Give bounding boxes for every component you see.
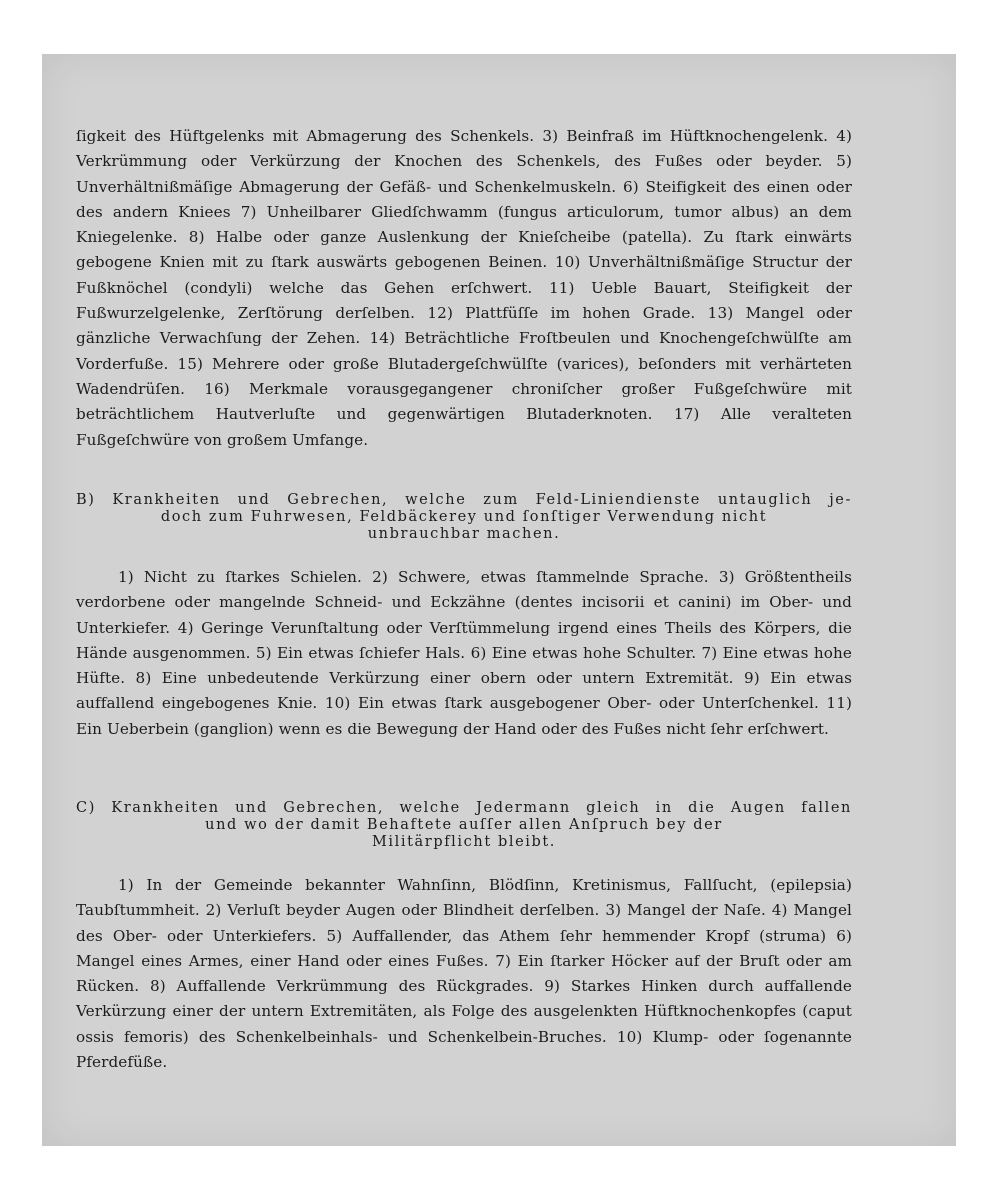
section-c-heading-line2: und wo der damit Behaftete auſſer allen Anſpruch bey der: [205, 817, 723, 833]
section-b-heading-line2: doch zum Fuhrwesen, Feldbäckerey und ſonſtiger Verwendung nicht: [160, 509, 768, 525]
section-b-text-block: [76, 565, 852, 742]
section-c-heading-line1: C) Krankheiten und Gebrechen, welche Jedermann gleich in die Augen fallen: [76, 800, 852, 816]
section-b-heading-line3: unbrauchbar machen.: [367, 526, 561, 542]
section-c-paragraph: 1) In der Gemeinde bekannter Wahnſinn, Blödſinn, Kretinismus, Fallſucht, (epilepsia) Taubſtummheit. 2) Verluſt beyder Augen oder Blindheit derſelben. 3) Mangel der Naſe. 4) Mangel des Ober- oder Unterkiefers. 5) Auffallender, das Athem ſehr hemmender Kropf (struma) 6) Mangel eines Armes, einer Hand oder eines Fußes. 7) Ein ſtarker Höcker auf der Bruſt oder am Rücken. 8) Auffallende Verkrümmung des Rückgrades. 9) Starkes Hinken durch auffallende Verkürzung einer der untern Extremitäten, als Folge des ausgelenkten Hüftknochenkopfes (caput ossis femoris) des Schenkelbeinhals- und Schenkelbein-Bruches. 10) Klump- oder ſogenannte Pferdefüße.: [76, 876, 852, 1072]
section-a-text-block: [76, 124, 852, 453]
section-a-paragraph: ſigkeit des Hüftgelenks mit Abmagerung des Schenkels. 3) Beinfraß im Hüftknochengelenk. 4) Verkrümmung oder Verkürzung der Knochen des Schenkels, des Fußes oder beyder. 5) Unverhältnißmäſige Abmagerung der Gefäß- und Schenkelmuskeln. 6) Steifigkeit des einen oder des andern Kniees 7) Unheilbarer Gliedſchwamm (fungus articulorum, tumor albus) an dem Kniegelenke. 8) Halbe oder ganze Auslenkung der Knieſcheibe (patella). Zu ſtark einwärts gebogene Knien mit zu ſtark auswärts gebogenen Beinen. 10) Unverhältnißmäſige Structur der Fußknöchel (condyli) welche das Gehen erſchwert. 11) Ueble Bauart, Steifigkeit der Fußwurzelgelenke, Zerſtörung derſelben. 12) Plattfüſſe im hohen Grade. 13) Mangel oder gänzliche Verwachſung der Zehen. 14) Beträchtliche Froſtbeulen und Knochengeſchwülſte am Vorderfuße. 15) Mehrere oder große Blutadergeſchwülſte (varices), beſonders mit verhärteten Wadendrüſen. 16) Merkmale vorausgegangener chroniſcher großer Fußgeſchwüre mit beträchtlichem Hautverluſte und gegenwärtigen Blutaderknoten. 17) Alle veralteten Fußgeſchwüre von großem Umfange.: [76, 127, 852, 449]
section-c-heading-line3: Militärpflicht bleibt.: [371, 834, 557, 850]
section-b-heading: [76, 492, 852, 543]
section-b-heading-line1: B) Krankheiten und Gebrechen, welche zum Feld-Liniendienste untauglich je-: [76, 492, 852, 508]
section-c-text-block: [76, 873, 852, 1075]
section-b-paragraph: 1) Nicht zu ſtarkes Schielen. 2) Schwere, etwas ſtammelnde Sprache. 3) Größtentheils verdorbene oder mangelnde Schneid- und Eckzähne (dentes incisorii et canini) im Ober- und Unterkiefer. 4) Geringe Verunſtaltung oder Verſtümmelung irgend eines Theils des Körpers, die Hände ausgenommen. 5) Ein etwas ſchiefer Hals. 6) Eine etwas hohe Schulter. 7) Eine etwas hohe Hüfte. 8) Eine unbedeutende Verkürzung einer obern oder untern Extremität. 9) Ein etwas auffallend eingebogenes Knie. 10) Ein etwas ſtark ausgebogener Ober- oder Unterſchenkel. 11) Ein Ueberbein (ganglion) wenn es die Bewegung der Hand oder des Fußes nicht ſehr erſchwert.: [76, 568, 852, 738]
section-c-heading: [76, 800, 852, 851]
